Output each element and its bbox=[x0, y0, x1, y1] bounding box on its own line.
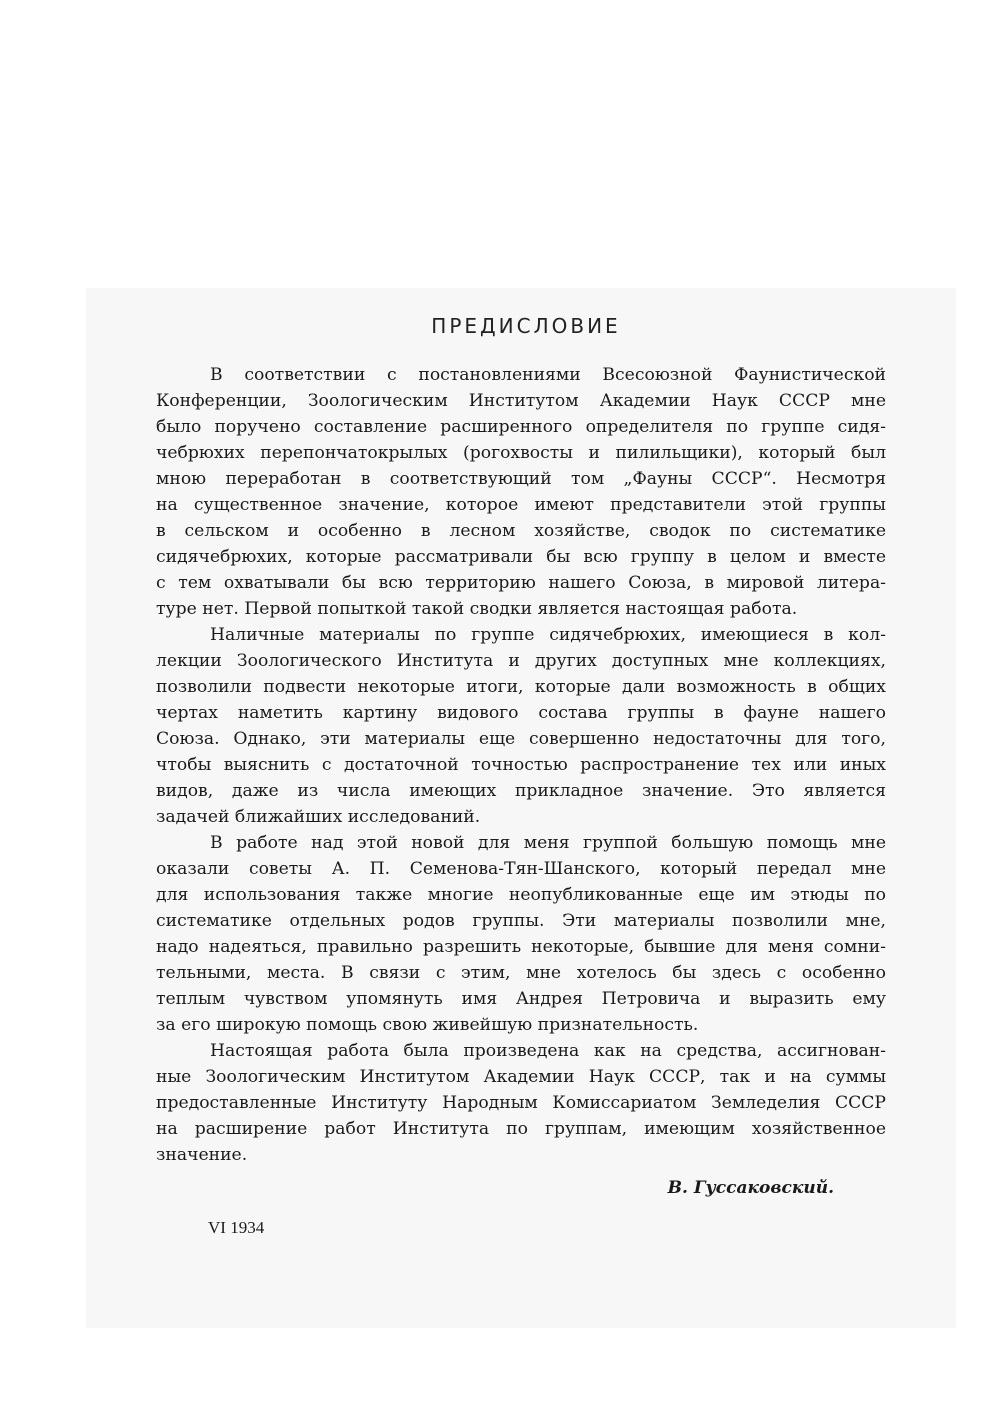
text-line: за его широкую помощь свою живейшую признательность. bbox=[156, 1015, 699, 1035]
text-line: Конференции, Зоологическим Институтом Академии Наук СССР мне bbox=[156, 391, 886, 411]
text-line: чебрюхих перепончатокрылых (рогохвосты и пилильщики), который был bbox=[156, 443, 886, 463]
paragraph-4 bbox=[156, 1038, 886, 1168]
text-line: видов, даже из числа имеющих прикладное значение. Это является bbox=[156, 781, 886, 801]
page-title: ПРЕДИСЛОВИЕ bbox=[431, 314, 621, 338]
text-line: в сельском и особенно в лесном хозяйстве, сводок по систематике bbox=[156, 521, 886, 541]
date-line: VI 1934 bbox=[208, 1218, 265, 1237]
text-line: сидячебрюхих, которые рассматривали бы всю группу в целом и вместе bbox=[156, 547, 886, 567]
text-line: В соответствии с постановлениями Всесоюзной Фаунистической bbox=[210, 365, 886, 385]
text-line: чертах наметить картину видового состава группы в фауне нашего bbox=[156, 703, 886, 723]
text-line: чтобы выяснить с достаточной точностью распространение тех или иных bbox=[156, 755, 886, 775]
text-line: значение. bbox=[156, 1145, 248, 1165]
text-line: ные Зоологическим Институтом Академии Наук СССР, так и на суммы bbox=[156, 1067, 886, 1087]
text-line: было поручено составление расширенного определителя по группе сидя- bbox=[156, 417, 886, 437]
text-line: Настоящая работа была произведена как на средства, ассигнован- bbox=[210, 1041, 886, 1061]
text-line: надо надеяться, правильно разрешить некоторые, бывшие для меня сомни- bbox=[156, 937, 886, 957]
text-line: мною переработан в соответствующий том „Фауны СССР“. Несмотря bbox=[156, 469, 886, 489]
text-line: с тем охватывали бы всю территорию нашего Союза, в мировой литера- bbox=[156, 573, 886, 593]
text-line: систематике отдельных родов группы. Эти материалы позволили мне, bbox=[156, 911, 886, 931]
text-line: задачей ближайших исследований. bbox=[156, 807, 481, 827]
text-line: предоставленные Институту Народным Комиссариатом Земледелия СССР bbox=[156, 1093, 886, 1113]
text-line: на расширение работ Института по группам, имеющим хозяйственное bbox=[156, 1119, 886, 1139]
paragraph-2 bbox=[156, 622, 886, 830]
text-line: лекции Зоологического Института и других доступных мне коллекциях, bbox=[156, 651, 886, 671]
text-line: для использования также многие неопубликованные еще им этюды по bbox=[156, 885, 886, 905]
paragraph-1 bbox=[156, 362, 886, 622]
text-line: В работе над этой новой для меня группой большую помощь мне bbox=[210, 833, 886, 853]
text-line: тельными, места. В связи с этим, мне хотелось бы здесь с особенно bbox=[156, 963, 886, 983]
text-line: Союза. Однако, эти материалы еще совершенно недостаточны для того, bbox=[156, 729, 886, 749]
text-line: теплым чувством упомянуть имя Андрея Петровича и выразить ему bbox=[156, 989, 886, 1009]
text-line: на существенное значение, которое имеют представители этой группы bbox=[156, 495, 886, 515]
text-line: туре нет. Первой попыткой такой сводки является настоящая работа. bbox=[156, 599, 798, 619]
text-line: позволили подвести некоторые итоги, которые дали возможность в общих bbox=[156, 677, 886, 697]
text-line: оказали советы А. П. Семенова-Тян-Шанского, который передал мне bbox=[156, 859, 886, 879]
paragraph-3 bbox=[156, 830, 886, 1038]
preface-text bbox=[156, 362, 886, 1168]
author-signature: В. Гуссаковский. bbox=[667, 1178, 834, 1198]
text-line: Наличные материалы по группе сидячебрюхих, имеющиеся в кол- bbox=[210, 625, 886, 645]
